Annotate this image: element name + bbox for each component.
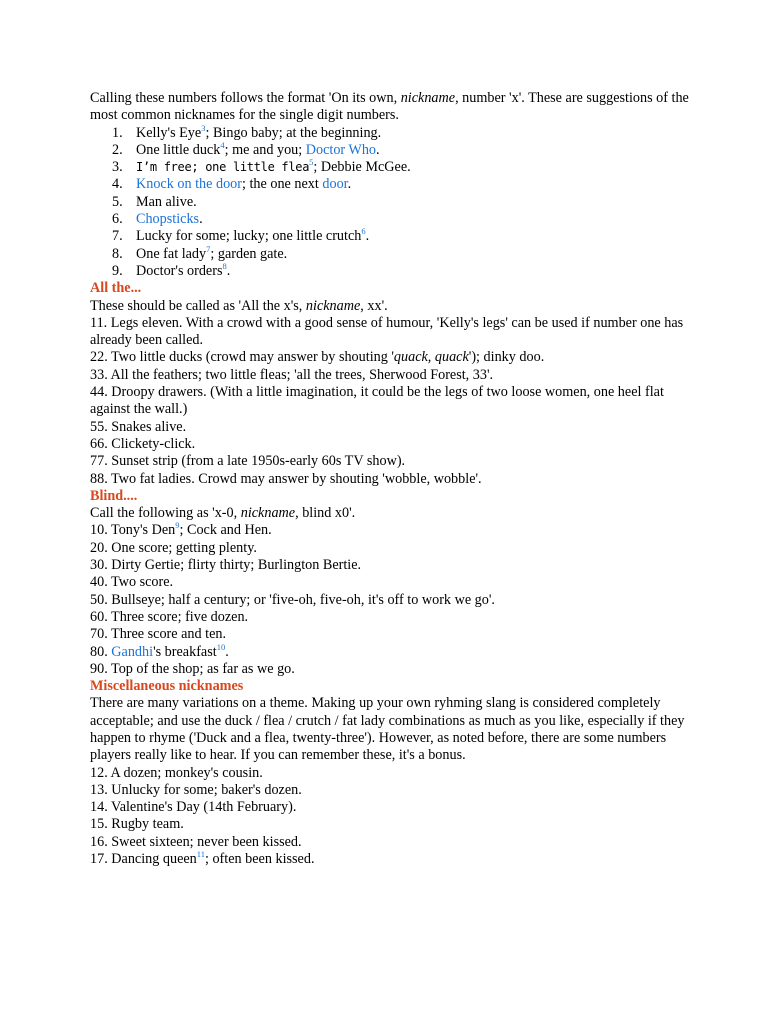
footnote-ref[interactable]: 4 xyxy=(220,139,225,150)
entry-text: 22. Two little ducks (crowd may answer by shouting ' xyxy=(90,349,394,366)
entry-line: 30. Dirty Gertie; flirty thirty; Burlington Bertie. xyxy=(90,557,362,574)
entry-line: 60. Three score; five dozen. xyxy=(90,608,249,625)
entry-line: 55. Snakes alive. xyxy=(90,418,187,435)
entry-line: 50. Bullseye; half a century; or 'five-oh, five-oh, it's off to work we go'. xyxy=(90,591,495,608)
entry-text: ; often been kissed. xyxy=(204,851,315,868)
blind-intro-text-end: , blind x0'. xyxy=(295,505,356,522)
list-item-text: . xyxy=(347,176,352,193)
entry-line: 70. Three score and ten. xyxy=(90,626,227,643)
entry-line: 44. Droopy drawers. (With a little imagination, it could be the legs of two loose women, one heel flat against the wall.) xyxy=(90,384,664,418)
list-item xyxy=(90,228,690,245)
list-number: 1. xyxy=(112,124,123,141)
list-number: 6. xyxy=(112,211,123,228)
blind-intro-text: Call the following as 'x-0, xyxy=(90,505,241,522)
entry-text: ; Cock and Hen. xyxy=(179,522,272,539)
footnote-ref[interactable]: 6 xyxy=(361,226,366,237)
gandhi-link[interactable]: Gandhi xyxy=(111,643,154,660)
misc-heading: Miscellaneous nicknames xyxy=(90,678,244,695)
list-item xyxy=(90,194,690,211)
entry-line: 40. Two score. xyxy=(90,574,174,591)
list-item-text: . xyxy=(226,262,231,279)
footnote-ref[interactable]: 10 xyxy=(216,641,226,652)
intro-text-start: Calling these numbers follows the format 'On its own, xyxy=(90,90,401,106)
list-item-text: I’m free; one little flea xyxy=(136,160,310,175)
list-item xyxy=(90,122,690,142)
all-the-intro-italic: nickname xyxy=(305,297,361,314)
intro-text-end: , number 'x'. These are suggestions of the most common nicknames for the single digit numbers. xyxy=(90,90,689,124)
list-number: 2. xyxy=(112,141,123,158)
entry-line: 77. Sunset strip (from a late 1950s-early 60s TV show). xyxy=(90,453,406,470)
list-number: 8. xyxy=(112,245,123,262)
entry-line: 13. Unlucky for some; baker's dozen. xyxy=(90,781,302,798)
intro-italic: nickname xyxy=(400,90,456,106)
list-item xyxy=(90,260,690,280)
footnote-ref[interactable]: 8 xyxy=(222,260,227,271)
all-the-intro xyxy=(90,298,690,315)
all-the-intro-text-end: , xx'. xyxy=(360,297,388,314)
list-number: 5. xyxy=(112,193,123,210)
list-item xyxy=(90,211,690,228)
list-item-text: Kelly's Eye xyxy=(136,124,202,141)
list-item-text: One fat lady xyxy=(136,245,207,262)
entry-text: 80. xyxy=(90,643,112,660)
entry-line: 16. Sweet sixteen; never been kissed. xyxy=(90,833,302,850)
door-link[interactable]: door xyxy=(322,176,348,193)
entry-text: '); dinky doo. xyxy=(468,349,545,366)
entry-line xyxy=(90,349,690,366)
list-item-text: Lucky for some; lucky; one little crutch xyxy=(136,228,362,245)
entry-line xyxy=(90,851,690,868)
footnote-ref[interactable]: 11 xyxy=(196,849,205,860)
entry-line: 88. Two fat ladies. Crowd may answer by shouting 'wobble, wobble'. xyxy=(90,470,482,487)
list-item-text: . xyxy=(199,211,203,228)
list-item-text: . xyxy=(365,228,370,245)
single-digit-list xyxy=(90,122,690,281)
blind-intro xyxy=(90,505,690,522)
footnote-ref[interactable]: 7 xyxy=(206,243,211,254)
list-item-text: Doctor's orders xyxy=(136,262,223,279)
entry-line: 20. One score; getting plenty. xyxy=(90,539,257,556)
knock-on-the-door-link[interactable]: Knock on the door xyxy=(136,176,242,193)
list-item xyxy=(90,139,690,159)
list-number: 7. xyxy=(112,228,123,245)
intro-paragraph xyxy=(90,90,690,125)
list-item-text: ; me and you; xyxy=(224,141,306,158)
entry-text: . xyxy=(225,643,229,660)
list-item-text: One little duck xyxy=(136,141,221,158)
list-item-text: ; Debbie McGee. xyxy=(313,159,411,176)
document-page xyxy=(90,90,690,868)
entry-text: 17. Dancing queen xyxy=(90,851,197,868)
list-item xyxy=(90,159,690,176)
entry-line: 15. Rugby team. xyxy=(90,816,184,833)
list-item-text: ; the one next xyxy=(242,176,323,193)
entry-line xyxy=(90,522,690,539)
list-number: 4. xyxy=(112,176,123,193)
footnote-ref[interactable]: 3 xyxy=(201,122,206,133)
list-item-text: ; Bingo baby; at the beginning. xyxy=(205,124,382,141)
entry-line: 12. A dozen; monkey's cousin. xyxy=(90,764,263,781)
list-item-text: ; garden gate. xyxy=(210,245,288,262)
entry-line: 90. Top of the shop; as far as we go. xyxy=(90,660,295,677)
footnote-ref[interactable]: 5 xyxy=(309,157,314,168)
list-number: 3. xyxy=(112,159,123,176)
entry-text: 10. Tony's Den xyxy=(90,522,176,539)
entry-line: 66. Clickety-click. xyxy=(90,435,196,452)
entry-text: 's breakfast xyxy=(153,643,217,660)
list-number: 9. xyxy=(112,262,123,279)
entry-italic: quack, quack xyxy=(393,349,469,366)
entry-line: 11. Legs eleven. With a crowd with a good sense of humour, 'Kelly's legs' can be used if number one has already been called. xyxy=(90,314,684,349)
list-item-text: Man alive. xyxy=(136,193,197,210)
list-item xyxy=(90,243,690,263)
all-the-intro-text: These should be called as 'All the x's, xyxy=(90,297,306,314)
blind-heading: Blind.... xyxy=(90,487,138,504)
footnote-ref[interactable]: 9 xyxy=(175,520,180,531)
entry-line: 14. Valentine's Day (14th February). xyxy=(90,799,297,816)
list-item xyxy=(90,176,690,193)
list-item-text: . xyxy=(376,141,380,158)
blind-intro-italic: nickname xyxy=(240,505,296,522)
all-the-heading: All the... xyxy=(90,280,142,297)
misc-paragraph: There are many variations on a theme. Making up your own ryhming slang is considered completely acceptable; and use the duck / flea / crutch / fat lady combinations as much as you like, especially if they happen to rhyme ('Duck and a flea, twenty-three'). However, as noted before, there are some numbers players really like to hear. If you can remember these, it's a bonus. xyxy=(90,695,685,764)
entry-line: 33. All the feathers; two little fleas; 'all the trees, Sherwood Forest, 33'. xyxy=(90,366,494,383)
entry-line xyxy=(90,641,690,661)
chopsticks-link[interactable]: Chopsticks xyxy=(136,211,200,228)
doctor-who-link[interactable]: Doctor Who xyxy=(305,141,377,158)
